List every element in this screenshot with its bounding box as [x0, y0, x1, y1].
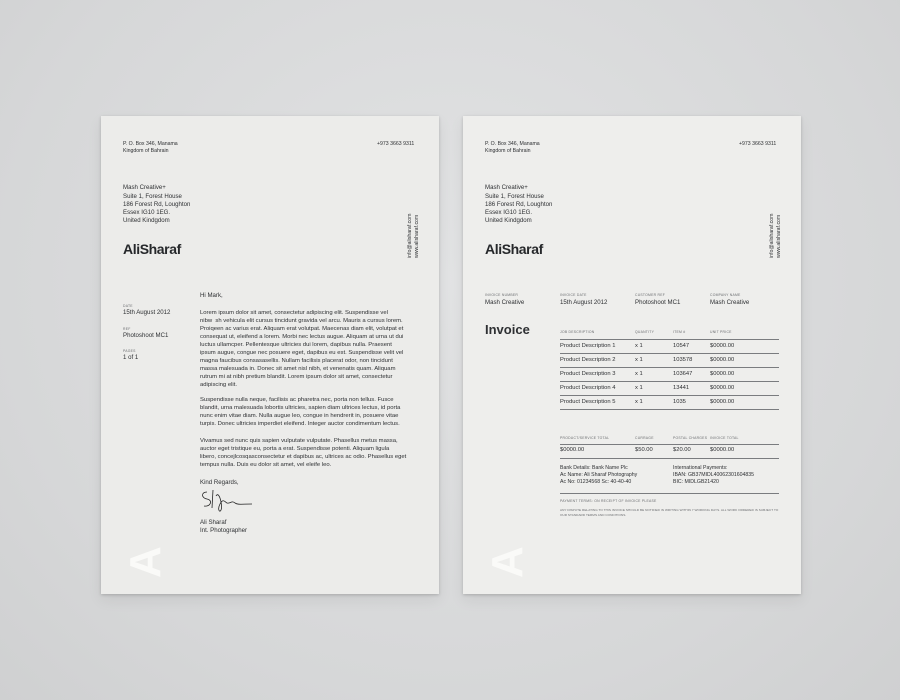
totals-rule — [560, 444, 779, 445]
monogram-watermark: A — [121, 546, 170, 578]
row-quantity: x 1 — [635, 385, 643, 391]
meta-value-date: 15th August 2012 — [123, 309, 171, 316]
recipient-line-3: 186 Forest Rd, Loughton — [485, 201, 553, 208]
recipient-line-2: Suite 1, Forest House — [485, 193, 544, 200]
row-unit-price: $0000.00 — [710, 385, 735, 391]
recipient-line-5: United Kindgdom — [123, 217, 170, 224]
sender-address-line-1: P. O. Box 346, Manama — [485, 141, 540, 147]
total-value-product: $0000.00 — [560, 447, 585, 453]
row-unit-price: $0000.00 — [710, 371, 735, 377]
contact-website: www.alisharaf.com — [414, 214, 421, 258]
recipient-line-1: Mash Creative+ — [123, 184, 166, 191]
meta-label-customer-ref: CUSTOMER REF — [635, 293, 666, 297]
recipient-line-4: Essex IG10 1EG. — [485, 209, 533, 216]
contact-vertical — [769, 214, 783, 258]
total-label-currage: CURRAGE — [635, 436, 654, 440]
meta-value-invoice-number: Mash Creative — [485, 299, 525, 306]
row-description: Product Description 3 — [560, 371, 616, 377]
phone-number: +973 3663 9311 — [739, 141, 777, 147]
signature — [197, 486, 257, 516]
sender-address-line-2: Kingdom of Bahrain — [485, 148, 531, 154]
letterhead-sheet — [101, 116, 439, 594]
table-rule — [560, 367, 779, 368]
row-quantity: x 1 — [635, 399, 643, 405]
recipient-line-1: Mash Creative+ — [485, 184, 528, 191]
column-header-item: ITEM # — [673, 330, 686, 334]
brand-logo: AliSharaf — [123, 241, 181, 257]
phone-number: +973 3663 9311 — [377, 141, 415, 147]
recipient-line-2: Suite 1, Forest House — [123, 193, 182, 200]
totals-rule — [560, 458, 779, 459]
table-rule — [560, 381, 779, 382]
row-unit-price: $0000.00 — [710, 357, 735, 363]
total-label-postal: POSTAL CHARGES — [673, 436, 708, 440]
row-quantity: x 1 — [635, 371, 643, 377]
table-rule — [560, 353, 779, 354]
bank-details-line-1: Bank Details: Bank Name Plc — [560, 465, 628, 471]
intl-payments-line-3: BIC: MIDLGB21420 — [673, 479, 719, 485]
invoice-sheet — [463, 116, 801, 594]
brand-logo: AliSharaf — [485, 241, 543, 257]
meta-label-company-name: COMPANY NAME — [710, 293, 741, 297]
sender-address-line-1: P. O. Box 346, Manama — [123, 141, 178, 147]
body-paragraph-2: Suspendisse nulla neque, facilisis ac pharetra nec, porta non tellus. Fusce blandit, urna malesuada lobortis ultricies, sapien diam ultrices lectus, id porta nunc enim vitae diam. Nulla augue leo, congue in hendrerit in, posuere vitae turpis. Donec ultricies imperdiet eleifend. Integer auctor condimentum lectus. — [200, 397, 401, 428]
dispute-terms-line-1: ANY DISPUTE RELATING TO THIS INVOICE SHOULD BE NOTIFIED IN WRITING WITHIN 7 WORKING DAYS. ALL WORK ORDERED IS SUBJECT TO — [560, 508, 779, 512]
meta-value-invoice-date: 15th August 2012 — [560, 299, 608, 306]
bank-details-line-3: Ac No: 01234568 Sc: 40-40-40 — [560, 479, 632, 485]
row-item-number: 1035 — [673, 399, 686, 405]
intl-payments-line-1: International Payments: — [673, 465, 728, 471]
sender-address-line-2: Kingdom of Bahrain — [123, 148, 169, 154]
row-quantity: x 1 — [635, 357, 643, 363]
contact-website: www.alisharaf.com — [776, 214, 783, 258]
total-value-currage: $50.00 — [635, 447, 653, 453]
contact-email: info@alisharaf.com — [407, 213, 413, 258]
row-description: Product Description 5 — [560, 399, 616, 405]
invoice-title: Invoice — [485, 322, 530, 337]
body-paragraph-1: Lorem ipsum dolor sit amet, consectetur adipiscing elit. Suspendisse vel nibw sh vehicula elit cursus tincidunt gravida vel arcu. Mauris a cursus lorem. Proiqeen ac varius erat. Aliquam erat volutpat. Maecenas diam elit, volutpat et consequat ut, eleifend a lorem. Morbi nec lectus augue. Aliquam at urna ut dui luctus ullamcper. Pellentesque ultricies dui lorem, dapibus nulla. Praesent ipsum augue, congue nec posuere eget, dapibus eu est. Suspendisse velit vel magna faucibus consasasellis. Nullam facilisis placerat odor, non tincidunt massa malesuada in. Donec sit amet nisl nibh, et venenatis quam. Aliquam rutrum mi at nibh pretium blandit. Lorem ipsum dolor sit amet, consectetur adipiscing elit. — [200, 310, 404, 389]
row-item-number: 103647 — [673, 371, 693, 377]
meta-value-ref: Photoshoot MC1 — [123, 332, 169, 339]
intl-payments-line-2: IBAN: GB37MIDL40062301604835 — [673, 472, 755, 478]
meta-label-invoice-date: INVOICE DATE — [560, 293, 587, 297]
row-item-number: 10547 — [673, 343, 690, 349]
signatory-name: Ali Sharaf — [200, 519, 227, 526]
meta-value-customer-ref: Photoshoot MC1 — [635, 299, 681, 306]
bank-details-line-2: Ac Name: Ali Sharaf Photography — [560, 472, 638, 478]
recipient-line-4: Essex IG10 1EG. — [123, 209, 171, 216]
row-item-number: 103578 — [673, 357, 693, 363]
contact-email: info@alisharaf.com — [769, 213, 775, 258]
row-unit-price: $0000.00 — [710, 343, 735, 349]
column-header-description: JOB DESCRIPTION — [560, 330, 595, 334]
dispute-terms-line-2: OUR STANDARD TERMS AND CONDITIONS. — [560, 513, 627, 517]
meta-label-date: DATE — [123, 304, 133, 308]
total-value-postal: $20.00 — [673, 447, 691, 453]
row-description: Product Description 4 — [560, 385, 616, 391]
table-rule — [560, 409, 779, 410]
row-unit-price: $0000.00 — [710, 399, 735, 405]
meta-label-invoice-number: INVOICE NUMBER — [485, 293, 519, 297]
total-value-invoice: $0000.00 — [710, 447, 735, 453]
total-label-product: PRODUCT/SERVICE TOTAL — [560, 436, 610, 440]
column-header-quantity: QUANTITY — [635, 330, 655, 334]
meta-label-ref: REF — [123, 327, 131, 331]
column-header-unit-price: UNIT PRICE — [710, 330, 732, 334]
total-label-invoice: INVOICE TOTAL — [710, 436, 739, 440]
recipient-line-3: 186 Forest Rd, Loughton — [123, 201, 191, 208]
payment-terms: PAYMENT TERMS: ON RECEIPT OF INVOICE PLEASE — [560, 499, 657, 503]
row-description: Product Description 1 — [560, 343, 616, 349]
contact-vertical — [407, 214, 421, 258]
signatory-role: Int. Photographer — [200, 527, 248, 534]
closing: Kind Regards, — [200, 479, 239, 486]
monogram-watermark: A — [483, 546, 532, 578]
body-paragraph-3: Vivamus sed nunc quis sapien vulputate vulputate. Phasellus metus massa, auctor eget tristique eu, porta a erat. Suspendisse potenti. Aliquam ligula libero, concejlcosqasconsectetur et dapibus ac, ultrices ac odio. Phasellus eget tempus nulla. Duis eu dolor sit amet, vel eleife leo. — [200, 438, 407, 469]
row-quantity: x 1 — [635, 343, 643, 349]
table-rule — [560, 395, 779, 396]
meta-label-pages: PAGES — [123, 349, 136, 353]
recipient-line-5: United Kindgdom — [485, 217, 532, 224]
meta-value-pages: 1 of 1 — [123, 354, 139, 361]
row-item-number: 13441 — [673, 385, 690, 391]
greeting: Hi Mark, — [200, 292, 223, 299]
meta-value-company-name: Mash Creative — [710, 299, 750, 306]
row-description: Product Description 2 — [560, 357, 616, 363]
bank-rule — [560, 493, 779, 494]
table-rule — [560, 339, 779, 340]
